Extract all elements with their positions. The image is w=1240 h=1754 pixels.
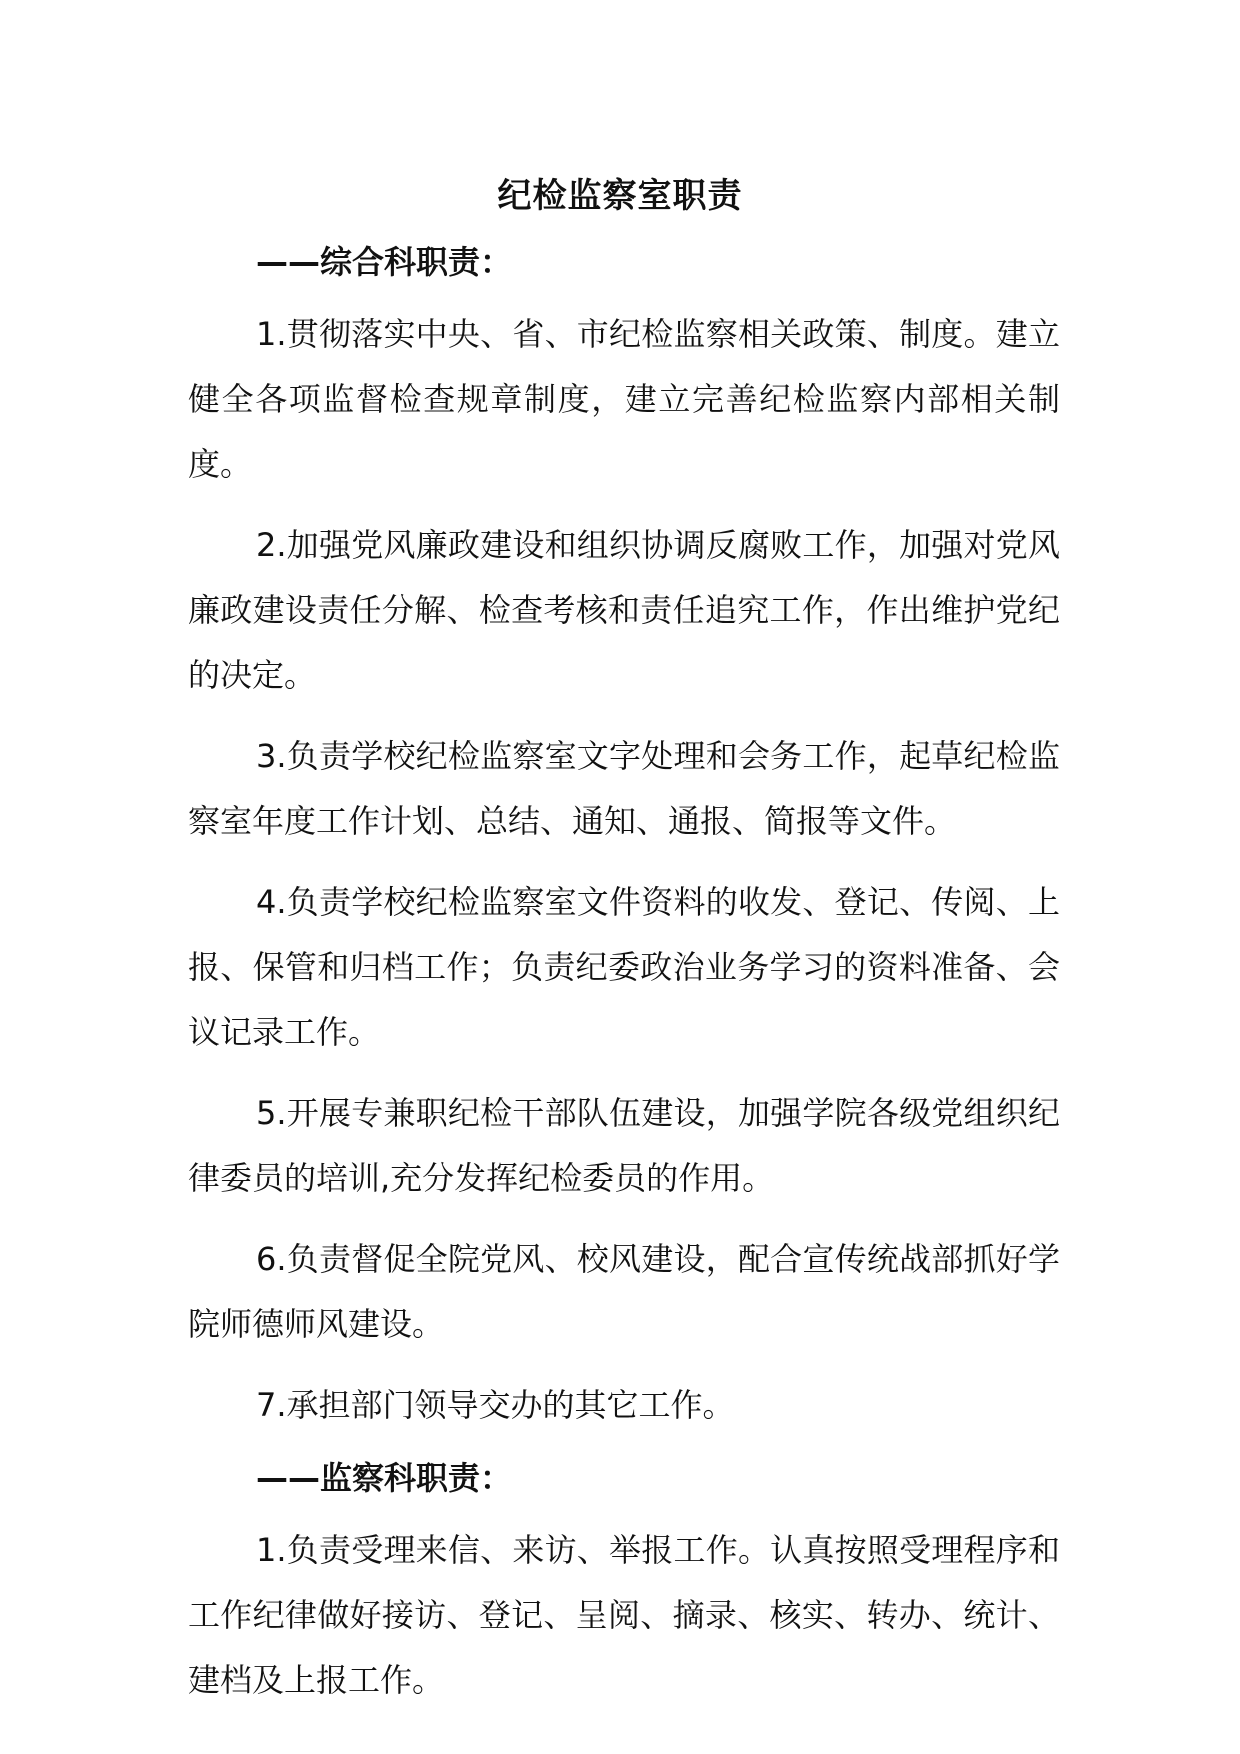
paragraph-general-7: 7.承担部门领导交办的其它工作。 xyxy=(256,1386,735,1424)
page-title: 纪检监察室职责 xyxy=(497,176,743,216)
paragraph-supervision-1: 1.负责受理来信、来访、举报工作。认真按照受理程序和工作纪律做好接访、登记、呈阅、摘录、核实、转办、统计、建档及上报工作。 xyxy=(188,1531,1060,1699)
document-body xyxy=(188,238,1060,1729)
paragraph-general-2: 2.加强党风廉政建设和组织协调反腐败工作，加强对党风廉政建设责任分解、检查考核和责任追究工作，作出维护党纪的决定。 xyxy=(188,526,1060,694)
paragraph-general-1: 1.贯彻落实中央、省、市纪检监察相关政策、制度。建立健全各项监督检查规章制度，建立完善纪检监察内部相关制度。 xyxy=(188,315,1060,483)
section-heading-general: ——综合科职责： xyxy=(256,243,513,281)
paragraph-general-5: 5.开展专兼职纪检干部队伍建设，加强学院各级党组织纪律委员的培训,充分发挥纪检委员的作用。 xyxy=(188,1094,1060,1197)
paragraph-general-4: 4.负责学校纪检监察室文件资料的收发、登记、传阅、上报、保管和归档工作；负责纪委政治业务学习的资料准备、会议记录工作。 xyxy=(188,883,1060,1051)
paragraph-general-3: 3.负责学校纪检监察室文字处理和会务工作，起草纪检监察室年度工作计划、总结、通知、通报、简报等文件。 xyxy=(188,737,1060,840)
paragraph-general-6: 6.负责督促全院党风、校风建设，配合宣传统战部抓好学院师德师风建设。 xyxy=(188,1240,1060,1343)
section-heading-supervision: ——监察科职责： xyxy=(256,1459,513,1497)
